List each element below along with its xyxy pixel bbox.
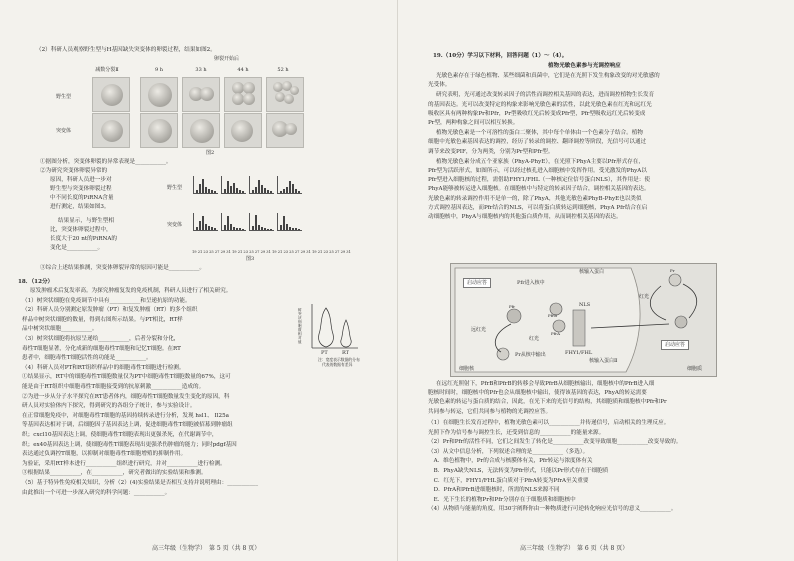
- pfr-into-nucleus-label: Pfr进入核中: [517, 280, 545, 286]
- fig3-bar: [280, 191, 282, 193]
- fig3-bar: [239, 190, 241, 193]
- text-line: 动细胞核中，PhyA与细胞核内的其他蛋白质作用，从而调控相关基因的表达。: [428, 214, 622, 220]
- fig3-bar: [267, 229, 269, 230]
- text-line: 原发肿瘤术后复发率高。为探究肿瘤复发的免疫机制，科研人员进行了相关研究。: [30, 288, 232, 294]
- fig3-bar: [261, 227, 263, 230]
- left-footer: 高三年级（生物学） 第 5 页（共 8 页）: [152, 545, 261, 552]
- phytochrome-diagram: [450, 263, 717, 377]
- right-page: [397, 0, 794, 561]
- fig18-xtick: PT: [321, 350, 328, 356]
- text-line: 胞核时间时，细胞核中的Pfr也会从细胞核中输出，使得该基因的表达，PhyA的转运需要: [428, 390, 647, 397]
- text-line: 等基因表达相对于调，后细胞因子基因表达上调，促进细胞毒性T细胞被招募到肿瘤组: [22, 422, 233, 429]
- text-line: Pfr型为活跃形式，如图所示，可以经过核孔进入细胞核中发挥作用。受光激发的PhyA以: [428, 168, 647, 174]
- fhy-label: FHY1/FHL: [565, 350, 593, 356]
- red-light-label: 红光: [639, 294, 650, 300]
- start-response-box-top: 启动应答: [463, 278, 491, 288]
- fig3-bar: [295, 189, 297, 193]
- fig3-bar: [298, 191, 300, 193]
- fig3-bar: [199, 221, 201, 230]
- red-light-label: 红光: [529, 336, 540, 342]
- text-line: 光敏色素存在于绿色植物、某些细菌和真菌中，它们是在光照下发生构象改变的对光敏感的: [436, 73, 660, 79]
- fig3-bar: [292, 228, 294, 230]
- micrograph-mutant-9h: [140, 113, 178, 148]
- text-line: 在正常细胞免疫中，对细胞毒性T细胞的基因持续转录进行分析，发现 hsl1、 Il25a: [22, 412, 229, 419]
- fig18-xtick: RT: [342, 350, 350, 356]
- fig3-bar: [224, 225, 226, 230]
- fig3-bar: [236, 228, 238, 230]
- text-line: （3）树突状细胞将抗原呈递给___________，后者分裂和分化，: [22, 336, 180, 342]
- fig3-bar: [202, 179, 204, 193]
- q2-2-line: 结果显示，与野生型相: [58, 218, 114, 224]
- fig3-bar: [214, 191, 216, 193]
- q2-intro: （2）科研人员观察野生型与H基因缺失突变体的卵裂过程，结果如图2。: [36, 47, 216, 53]
- fig3-axis-ticks: 19 21 23 25 27 29 31 19 21 23 25 27 29 31 19 21 23 25 27 29 31 19 21 23 25 27 29 31: [192, 250, 351, 254]
- import-protein-label: 核输入蛋白: [579, 269, 605, 275]
- nuclear-pore: [573, 310, 585, 346]
- fig3-bar: [239, 228, 241, 230]
- text-line: 植物光敏色素分成五个亚家族（PhyA-PhyE），在光照下PhyA主要以Pfr形式存在，: [436, 158, 644, 165]
- text-line: （2）科研人员分别测定原发肿瘤（PT）和复发肿瘤（RT）的多个组织: [22, 307, 198, 314]
- micrograph-wildtype-52h: [266, 77, 304, 112]
- text-line: B．PhyA缺失NLS，无法转变为Pfr形式，只能以Pr形式存在于细胞质: [428, 468, 609, 474]
- q2-2-line: 比，突变体卵裂过程中，: [50, 227, 112, 233]
- text-line: 光受体。: [428, 82, 451, 89]
- fig3-bar: [298, 229, 300, 230]
- violin-pt: [319, 308, 334, 347]
- import-protein-2-label: 核输入蛋白Ⅱ: [589, 358, 618, 364]
- fig3-histogram-panel: [193, 176, 218, 194]
- q2-2-line: 长度大于20 nt的PiRNA的: [50, 236, 118, 242]
- text-line: 调节来改变PIF，分为两类，分别为Pr型和Pfr型。: [428, 148, 554, 155]
- pr-export-label: Pr从核中输出: [515, 352, 546, 358]
- violin-rt: [341, 320, 351, 347]
- fig3-bar: [280, 225, 282, 230]
- pfr-dimer: [507, 309, 521, 323]
- fig3-bar: [233, 183, 235, 193]
- micrograph-wildtype-33h: [182, 77, 220, 112]
- fig3-bar: [283, 216, 285, 230]
- micrograph-mutant-44h: [224, 113, 262, 148]
- fig3-bar: [230, 186, 232, 193]
- pfra-label: PfrA: [551, 331, 560, 336]
- fig3-bar: [202, 216, 204, 230]
- micrograph-wildtype-44h: [224, 77, 262, 112]
- fig2-col-header: 52 h: [277, 67, 289, 73]
- micrograph-mutant-meiosis: [92, 113, 130, 148]
- text-line: PhyA能够被转运进入细胞核。在细胞核中与特定的转录因子结合，调控相关基因的表达。: [428, 186, 650, 193]
- text-line: C．红光下，FHY1/FHL蛋白质对于PfrA转变为PfrA至关重要: [428, 477, 589, 484]
- text-line: 由此推出一个可进一步深入研究的科学问题：___________。: [22, 489, 171, 496]
- pr-nucleus: [497, 348, 509, 360]
- fig3-bar: [252, 226, 254, 230]
- fig3-bar: [205, 224, 207, 230]
- text-line: ①结果显示，RT中的细胞毒性T细胞数量仅为PT中细胞毒性T细胞数量的67%，这可: [22, 374, 231, 381]
- fig3-bar: [242, 191, 244, 193]
- pfr-label: Pfr: [509, 304, 516, 309]
- fig3-caption: 图3: [246, 256, 255, 262]
- text-line: 患者中，细胞毒性T细胞活性的功能是___________。: [22, 355, 152, 362]
- fig3-bar: [227, 216, 229, 230]
- red-light-arrow: [650, 286, 666, 320]
- fig3-histogram-panel: [221, 176, 246, 194]
- text-line: 细胞中光敏色素基因表达的调控，经历了转录的调控、翻译调控等阶段，光信号可以通过: [428, 139, 647, 146]
- text-line: 方式调控基因表达，而Pfr结合的NLS，可以将蛋白质转运到细胞核，PhyA Pfr结合在启: [428, 204, 648, 211]
- fig3-bar: [289, 227, 291, 230]
- fig3-bar: [289, 181, 291, 193]
- fig2-col-header: 44 h: [237, 67, 249, 73]
- fig3-histogram-panel: [249, 176, 274, 194]
- fig3-bar: [208, 226, 210, 230]
- text-line: D．PfrA和PfrB进细胞核时，所需的NLS来源不同: [428, 487, 560, 494]
- fig3-bar: [205, 187, 207, 193]
- fig3-bar: [295, 228, 297, 230]
- fig3-bar: [267, 190, 269, 193]
- q2-2-line: 野生型与突变体卵裂过程: [50, 186, 112, 192]
- far-red-label: 远红光: [471, 327, 487, 333]
- text-line: 光敏色素的转运与蛋白质的结合，因此，在光下来的光信号的结构，其细胞质和细胞核中Pfr和Pr: [428, 399, 667, 406]
- passage-title: 植物光敏色素参与光调控响应: [548, 63, 621, 69]
- text-line: 植物光敏色素是一个可溶性的蛋白二聚体，其中每个单体由一个色素分子结合。植物: [436, 130, 643, 137]
- text-line: 样品中树突状细胞的数量，得到右图所示结果。与PT相比，RT样: [22, 316, 183, 323]
- q2-2-line: 进行测定，结果如图3。: [50, 204, 110, 210]
- text-line: 光敏色素的转录调控作用不是单一的，除了PhyA，其他光敏色素PhyB-PhyE也以类似: [428, 195, 642, 202]
- text-line: 表达通过负调控T细胞，以抑制对细胞毒性T细胞增殖的抑制作用。: [22, 451, 187, 458]
- fig3-bar: [224, 189, 226, 193]
- fig18-plot: [298, 302, 362, 362]
- text-line: 品中树突状细胞___________。: [22, 326, 98, 333]
- q2-2-line: ②为研究突变体卵裂异常的: [40, 168, 108, 174]
- fig3-bar: [292, 184, 294, 193]
- q2-3: ③综合上述结果推测，突变体卵裂异常的原因可能是___________。: [40, 265, 206, 271]
- fig3-bar: [261, 185, 263, 193]
- fig3-bar: [264, 228, 266, 230]
- text-line: （4）从物质与能量的角度，用30字阐释你由一种物质进行可逆转化响应光信号的意义___________。: [428, 506, 677, 513]
- fig3-bar: [255, 187, 257, 193]
- text-line: 在远红光照射下，PfrB和PfrB的转移会导致PfrB从细胞核输出，细胞核中的PfrB进入细: [436, 381, 655, 387]
- fig3-bar: [283, 189, 285, 193]
- text-line: 毒性T细胞显著，分化成新的细胞毒性T细胞和记忆T细胞。在RT: [22, 345, 181, 352]
- fig3-bar: [211, 227, 213, 230]
- micrograph-wildtype-meiosis: [92, 77, 130, 112]
- fig2-col-header: 33 h: [195, 67, 207, 73]
- fig3-bar: [196, 190, 198, 193]
- text-line: （4）科研人员对PT和RT组织样品中的细胞毒性T细胞进行检测。: [22, 364, 185, 371]
- text-line: 能是由于RT组织中细胞毒性T细胞接受到的抗原刺激___________造成的。: [22, 384, 205, 390]
- fig2-row-label: 野生型: [56, 94, 72, 100]
- fig18-ylabel: 树突状细胞数相对值: [298, 308, 302, 344]
- text-line: 织；cxcl10基因表达上调，使细胞毒性T细胞表现出更强杀死，在代谢调节中，: [22, 432, 218, 438]
- fig3-bar: [286, 224, 288, 230]
- fig3-bar: [252, 190, 254, 193]
- fig3-histogram-panel: [221, 213, 246, 231]
- fig2-col-header: 减数分裂Ⅱ: [95, 67, 119, 73]
- cytoplasm-label: 细胞质: [687, 366, 703, 372]
- q2-2-line: 原因，科研人员进一步对: [50, 177, 112, 183]
- text-line: （5）基于特异性免疫相关知识，分析（2）(4)实验结果是否相互支持并说明理由：___________: [22, 480, 258, 486]
- fig3-histogram-panel: [249, 213, 274, 231]
- text-line: Pr型，两种构象之间可以相互转换。: [428, 120, 519, 126]
- pr-cytoplasm: [669, 274, 681, 286]
- q2-2-line: 变化是___________。: [50, 245, 104, 251]
- pfr-cytoplasm: [675, 316, 687, 328]
- micrograph-wildtype-9h: [140, 77, 178, 112]
- fig18-note: 代表的数据有差异: [322, 362, 353, 367]
- micrograph-mutant-52h: [266, 113, 304, 148]
- fig3-bar: [258, 225, 260, 230]
- text-line: 织；ex40基因表达上调，使细胞毒性T细胞表现出更强杀伤肿瘤的能力；同时pdgf基因: [22, 441, 237, 448]
- nls-label: NLS: [579, 302, 591, 308]
- text-line: ③根据结果___________，在___________，研究者做出的实验结果和推测。: [22, 470, 207, 477]
- fig2-caption: 图2: [206, 150, 215, 156]
- fig3-bar: [286, 187, 288, 193]
- text-line: （2）Pr和Pfr的活性不同，它们之间发生了转化是___________改变导致细胞___________改变导致的。: [428, 439, 682, 446]
- fig3-row-label: 突变体: [167, 222, 183, 228]
- far-red-arrow: [683, 284, 697, 318]
- q18-head: 18．（12分）: [18, 279, 54, 285]
- micrograph-mutant-33h: [182, 113, 220, 148]
- fig3-bar: [227, 181, 229, 193]
- fig3-bar: [242, 229, 244, 230]
- fig3-bar: [199, 184, 201, 193]
- text-line: 研人员对实验体内下探究，得到研究的各组分子统计，参与实验设计。: [22, 403, 196, 410]
- fig3-bar: [211, 190, 213, 193]
- fig2-top-label: 卵裂开始后: [214, 56, 240, 62]
- fig3-bar: [208, 189, 210, 193]
- fig3-histogram-panel: [277, 213, 302, 231]
- fig3-bar: [214, 228, 216, 230]
- text-line: （3）从文中信息分析，下列叙述合理的是___________（多选）。: [428, 448, 589, 455]
- fig2-row-label: 突变体: [56, 128, 72, 134]
- fig3-bar: [258, 180, 260, 193]
- text-line: Pfr型进入细胞核的过程，需借助FHY1/FHL（一种核定位信号蛋白NLS），其作用是：使: [428, 177, 650, 184]
- pfrb-label: PfrB: [548, 313, 558, 318]
- q2-2-line: 中不同长度的PiRNA含量: [50, 195, 114, 201]
- start-response-box-bottom: 启动应答: [661, 340, 689, 350]
- fig3-bar: [264, 188, 266, 193]
- text-line: A．维色植物中，Pr的合成与核膜体有关，Pfr转运与浓度体有关: [428, 458, 593, 465]
- text-line: E．光下生长的植物Pr和Pfr分别存在于细胞质和细胞核中: [428, 496, 576, 503]
- fig2-col-header: 9 h: [155, 67, 163, 73]
- fig3-bar: [270, 229, 272, 230]
- text-line: 光照下作为信号参与调控生长，还受到信息的___________的能量来源。: [428, 429, 605, 436]
- fig3-bar: [270, 191, 272, 193]
- fig3-bar: [255, 215, 257, 230]
- text-line: 共同参与转运，它们共同参与植物的光调控应答。: [428, 408, 552, 415]
- pr-label: Pr: [670, 268, 675, 273]
- fig3-bar: [236, 188, 238, 193]
- fig3-bar: [196, 227, 198, 230]
- text-line: 为验证，采用RT样本进行___________组织进行研究，并对___________进行检测。: [22, 460, 226, 467]
- q2-1: ①据图分析，突变体卵裂的异常表现是___________。: [40, 159, 172, 165]
- q19-head: 19.（10分）学习以下材料，回答问题（1）～（4）。: [433, 53, 568, 59]
- text-line: 的基因表达。光可以改变特定的构象来影响光敏色素的活性，以此光敏色素在红光和远红光: [428, 101, 652, 108]
- fig3-bar: [230, 224, 232, 230]
- text-line: 吸收区具有两种构象Pr和Pfr，Pr型吸收红光后转变成Pfr型，Pfr型吸收远红光后转变成: [428, 110, 646, 117]
- text-line: （1）在细胞生长发育过程中，植物光敏色素可以___________并传递信号，启动相关的生理反应。: [428, 420, 670, 426]
- fig18-note: 注：宽度表示数据的分布: [318, 357, 360, 362]
- fig3-histogram-panel: [277, 176, 302, 194]
- right-footer: 高三年级（生物学） 第 6 页（共 8 页）: [520, 545, 629, 552]
- fig3-row-label: 野生型: [167, 185, 183, 191]
- fig3-histogram-panel: [193, 213, 218, 231]
- text-line: （1）树突状细胞在免疫调节中具有___________和呈递抗原的功能。: [22, 297, 191, 304]
- text-line: 研究表明，光可通过改变转录因子的活性而调控相关基因的表达，进而调控植物生长发育: [436, 92, 655, 99]
- violin-chart: [308, 302, 368, 354]
- text-line: ②为进一步从分子水平探究在RT患者体内，细胞毒性T细胞数量发生变化的原因，科: [22, 393, 230, 400]
- nucleus-label: 细胞核: [459, 366, 475, 372]
- fig3-bar: [233, 227, 235, 230]
